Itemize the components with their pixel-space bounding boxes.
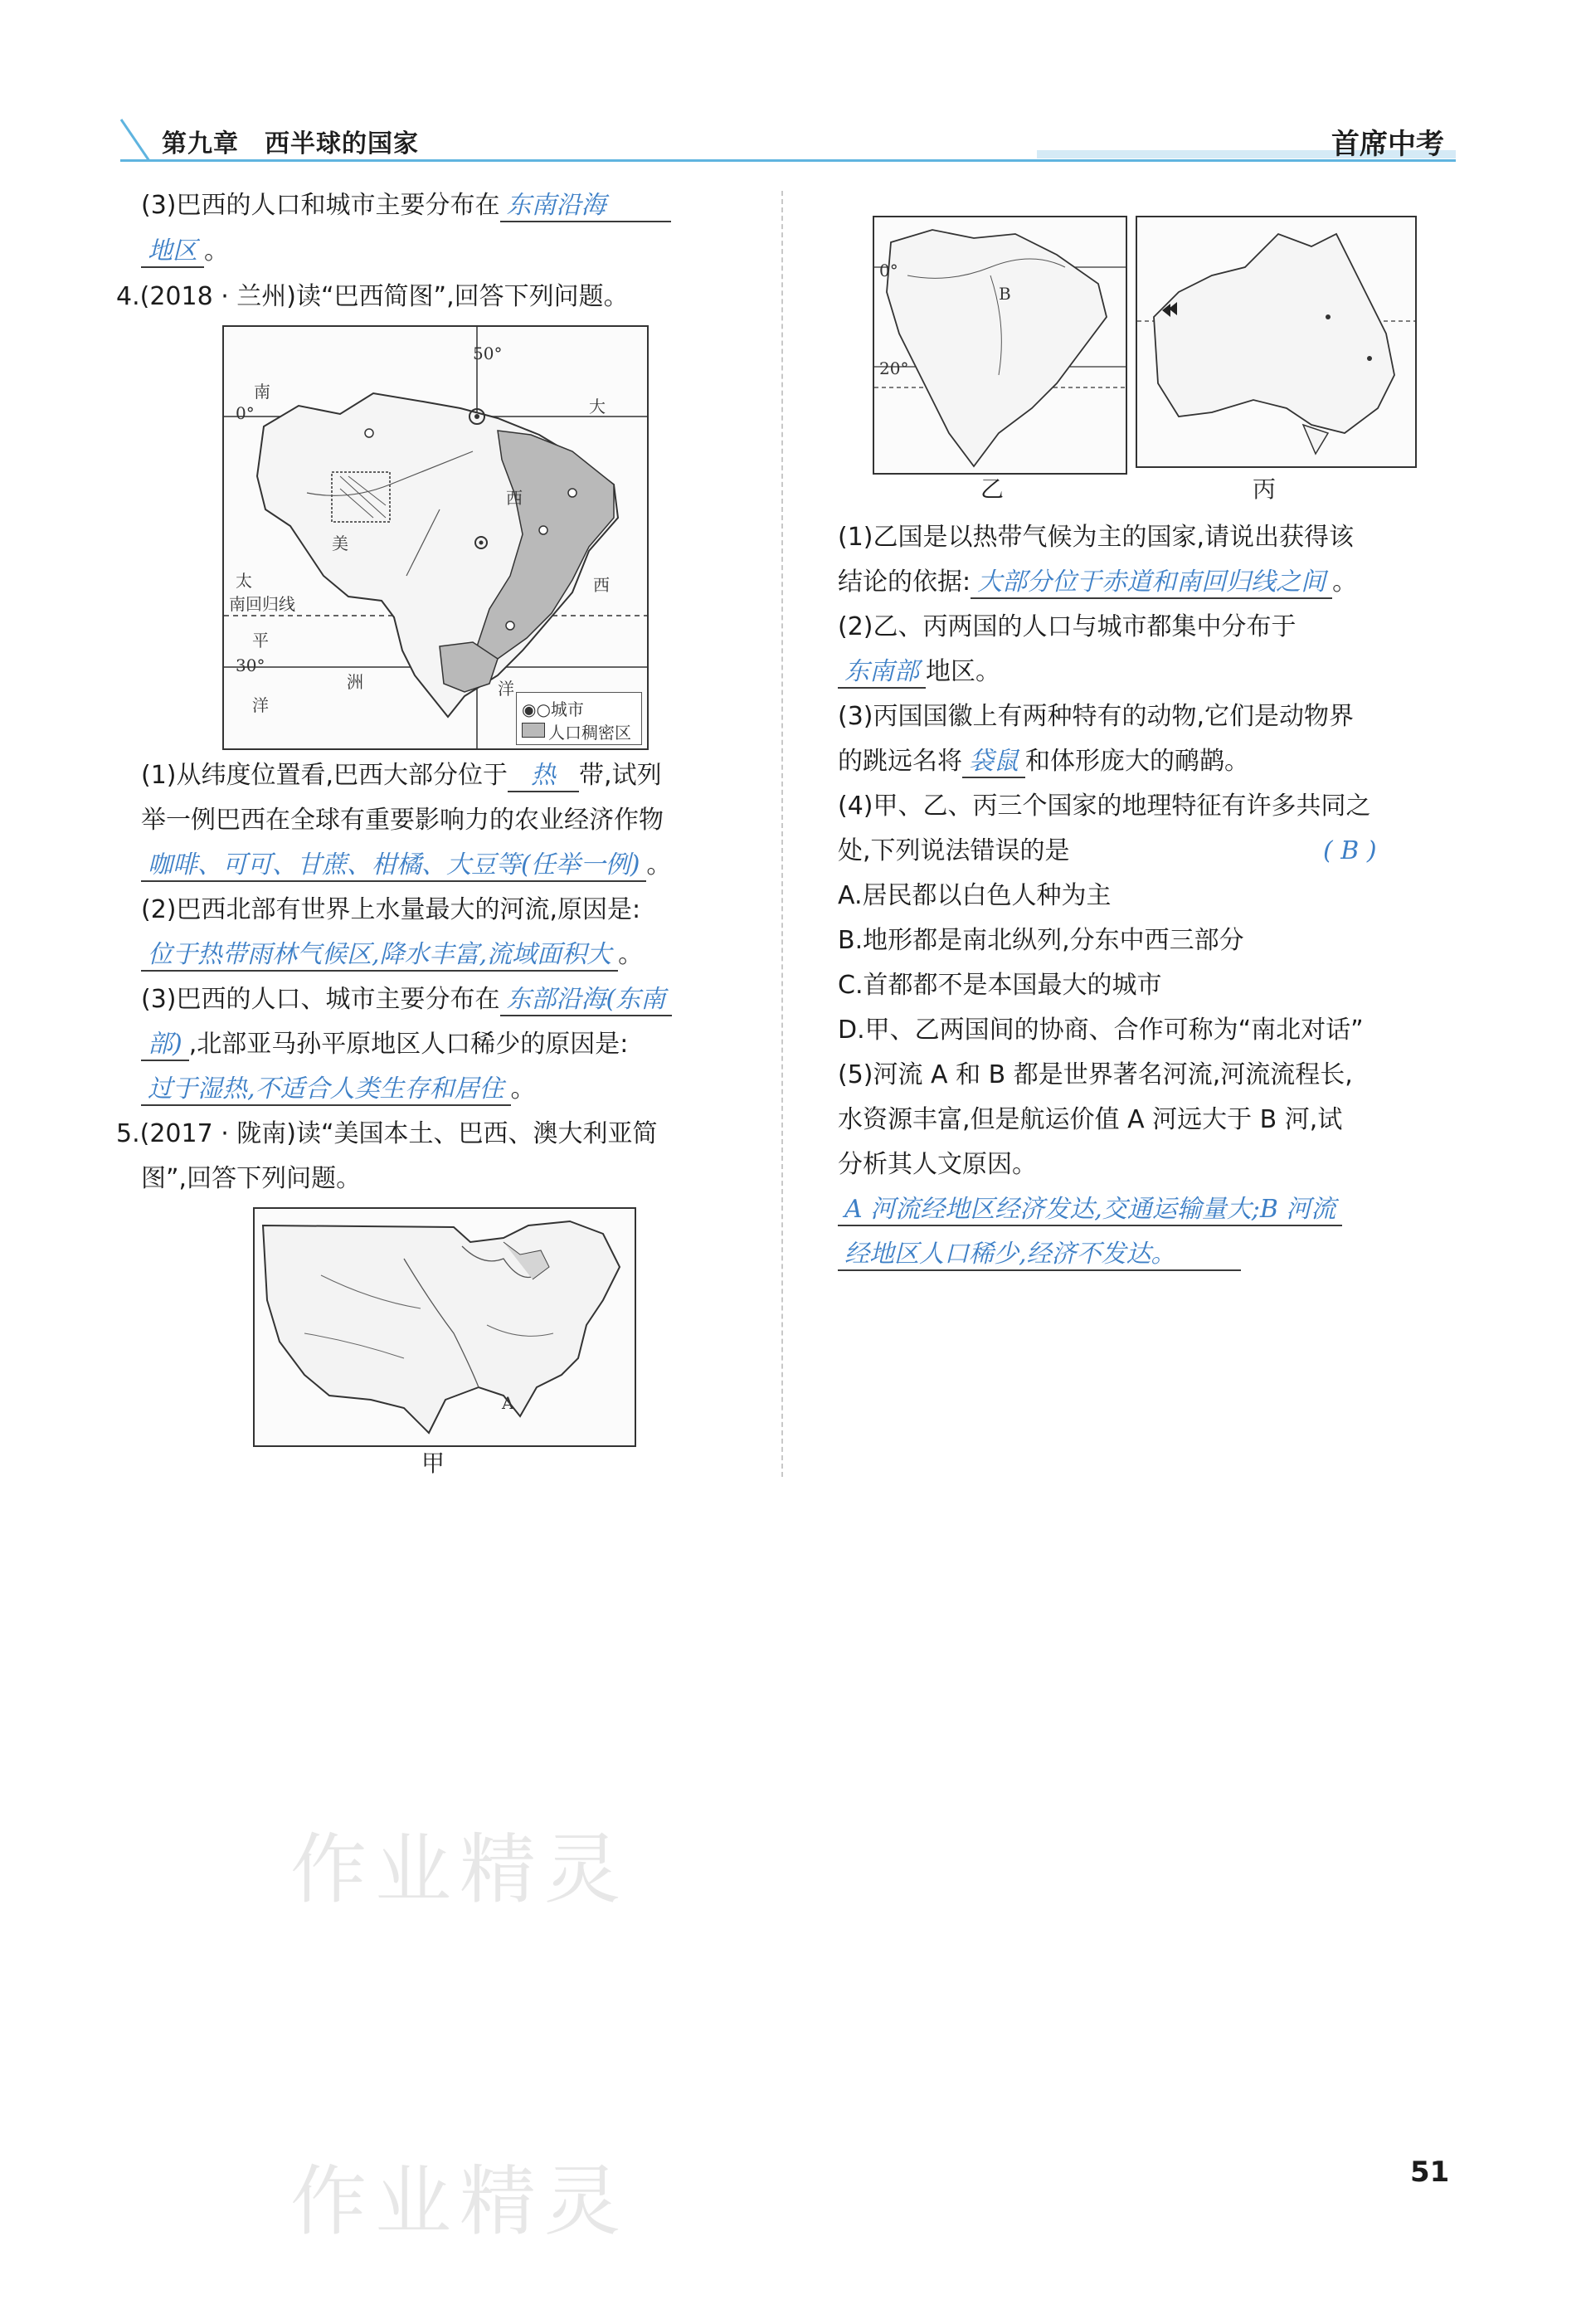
q4-stem: 4.(2018 · 兰州)读“巴西简图”,回答下列问题。 [116, 282, 629, 311]
caption-yi: 乙 [980, 475, 1005, 503]
q4-p2-answer: 位于热带雨林气候区,降水丰富,流域面积大 [141, 940, 618, 972]
q3-prev-answer2: 地区 [141, 236, 204, 268]
brazil-small-map [873, 216, 1127, 475]
map-label-deg30: 30° [236, 655, 265, 675]
q4-p3-line2: 部) ,北部亚马孙平原地区人口稀少的原因是: [141, 1028, 628, 1061]
q4-p3-answer: 东部沿海(东南 [500, 985, 673, 1016]
q4-p1-line3: 咖啡、可可、甘蔗、柑橘、大豆等(任举一例) 。 [141, 849, 671, 882]
map-label-yang2: 洋 [498, 679, 514, 699]
usa-map [253, 1207, 636, 1447]
usa-map-label-a: A [502, 1393, 514, 1413]
r-p5-line1: (5)河流 A 和 B 都是世界著名河流,河流流程长, [838, 1060, 1353, 1089]
r-p5-answer-line2 [838, 1238, 1241, 1271]
column-divider [781, 191, 783, 1477]
page-number: 51 [1410, 2156, 1450, 2189]
q3-prev-line2: 地区 。 [141, 235, 229, 268]
r-opt-d: D.甲、乙两国间的协商、合作可称为“南北对话” [838, 1016, 1364, 1045]
r-opt-c: C.首都都不是本国最大的城市 [838, 971, 1162, 1000]
r-p1-answer: 大部分位于赤道和南回归线之间 [971, 568, 1332, 599]
map-label-deg50: 50° [473, 343, 503, 363]
brazil-small-map-drawing [874, 217, 1126, 473]
map-label-tropic: 南回归线 [229, 594, 295, 614]
brazil-map-drawing [224, 327, 647, 748]
map-label-mei: 美 [332, 533, 348, 553]
header-slash-decoration [116, 116, 166, 163]
watermark-2: 作业精灵 [290, 2157, 630, 2246]
map-label-tai: 太 [236, 571, 252, 591]
brazil-map [222, 325, 649, 750]
r-p1-line1: (1)乙国是以热带气候为主的国家,请说出获得该 [838, 523, 1355, 552]
header-rule [120, 159, 1456, 162]
q4-p2-line1: (2)巴西北部有世界上水量最大的河流,原因是: [141, 895, 641, 924]
map-label-big: 大 [589, 397, 606, 417]
r-p4-line2: 处,下列说法错误的是 [838, 836, 1070, 865]
r-p3-line1: (3)丙国国徽上有两种特有的动物,它们是动物界 [838, 702, 1355, 731]
usa-map-drawing [255, 1209, 635, 1445]
map-legend [516, 692, 642, 745]
q4-p3-answer-cont: 部) [141, 1030, 189, 1061]
r-p5-answer-line1 [838, 1193, 1342, 1226]
r-p1-line2: 结论的依据: 大部分位于赤道和南回归线之间 。 [838, 566, 1357, 599]
r-p5-answer2: 经地区人口稀少,经济不发达。 [838, 1240, 1241, 1271]
watermark-1: 作业精灵 [290, 1825, 630, 1914]
r-p4-answer: ( B ) [1323, 836, 1377, 865]
q5-stem-line1: 5.(2017 · 陇南)读“美国本土、巴西、澳大利亚简 [116, 1119, 658, 1148]
small-map-label-deg20: 20° [879, 358, 909, 378]
r-p3-answer: 袋鼠 [962, 747, 1025, 778]
q3-prev-answer: 东南沿海 [500, 191, 671, 222]
r-p2-line2: 东南部 地区。 [838, 655, 1000, 689]
q4-p1-answer2: 咖啡、可可、甘蔗、柑橘、大豆等(任举一例) [141, 850, 646, 882]
australia-map [1136, 216, 1417, 468]
map-label-west1: 西 [506, 488, 523, 508]
legend-dense-swatch [522, 723, 545, 738]
r-p5-answer1: A 河流经地区经济发达,交通运输量大;B 河流 [838, 1195, 1342, 1226]
legend-city: ◉○城市 [522, 699, 584, 719]
r-p5-line2: 水资源丰富,但是航运价值 A 河远大于 B 河,试 [838, 1105, 1343, 1134]
q5-stem-line2: 图”,回答下列问题。 [141, 1164, 362, 1193]
q4-p1-answer: 热 [508, 761, 579, 792]
q4-p1-line2: 举一例巴西在全球有重要影响力的农业经济作物 [141, 806, 664, 835]
r-p4-line1: (4)甲、乙、丙三个国家的地理特征有许多共同之 [838, 792, 1371, 821]
chapter-title: 第九章 西半球的国家 [162, 129, 419, 158]
r-opt-b: B.地形都是南北纵列,分东中西三部分 [838, 926, 1244, 955]
small-map-label-b: B [999, 284, 1011, 304]
map-label-ping: 平 [252, 631, 269, 650]
map-label-south: 南 [254, 382, 270, 402]
r-p2-answer: 东南部 [838, 657, 926, 689]
q4-p2-line2: 位于热带雨林气候区,降水丰富,流域面积大 。 [141, 938, 643, 972]
brand-title: 首席中考 [1331, 128, 1444, 161]
small-map-label-deg0: 0° [879, 261, 898, 280]
map-label-yang1: 洋 [252, 695, 269, 715]
r-p2-line1: (2)乙、丙两国的人口与城市都集中分布于 [838, 612, 1297, 641]
q4-p3-line1: (3)巴西的人口、城市主要分布在 东部沿海(东南 [141, 983, 672, 1016]
caption-jia: 甲 [421, 1449, 445, 1477]
r-p5-line3: 分析其人文原因。 [838, 1150, 1037, 1179]
map-label-deg0: 0° [236, 403, 255, 423]
q4-p3-answer2: 过于湿热,不适合人类生存和居住 [141, 1074, 511, 1106]
q4-p3-line3: 过于湿热,不适合人类生存和居住 。 [141, 1073, 536, 1106]
r-opt-a: A.居民都以白色人种为主 [838, 881, 1112, 910]
legend-dense: 人口稠密区 [548, 723, 631, 743]
map-label-zhou: 洲 [347, 672, 363, 692]
r-p3-line2: 的跳远名将 袋鼠 和体形庞大的鸸鹋。 [838, 745, 1249, 778]
q4-p1-line1: (1)从纬度位置看,巴西大部分位于 热 带,试列 [141, 759, 662, 792]
map-label-west2: 西 [593, 575, 610, 595]
caption-bing: 丙 [1253, 475, 1277, 503]
australia-map-drawing [1137, 217, 1415, 466]
q3-prev-line1: (3)巴西的人口和城市主要分布在 东南沿海 [141, 189, 671, 222]
